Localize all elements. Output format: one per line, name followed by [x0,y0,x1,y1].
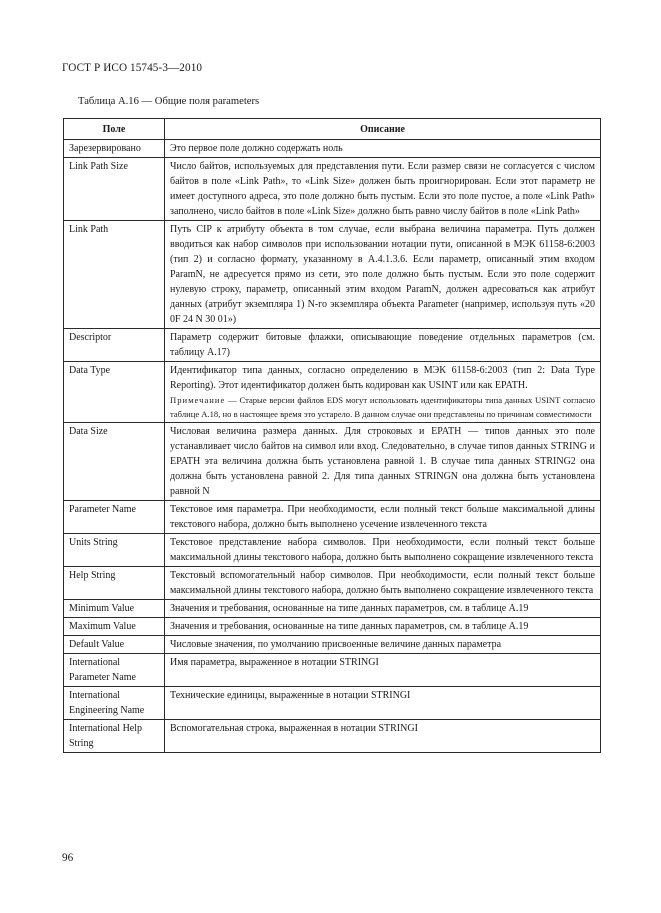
field-name: Data Type [64,362,165,423]
table-row [64,329,601,362]
note-text: — Старые версии файлов EDS могут использовать идентификаторы типа данных USINT согласно таблице A.18, но в настоящее время это устарело. В данном случае они представлены по причинам совместимости [170,395,595,419]
field-description: Это первое поле должно содержать ноль [165,140,601,158]
standard-header: ГОСТ Р ИСО 15745-3—2010 [62,62,203,74]
field-name: Maximum Value [64,618,165,636]
table-row [64,140,601,158]
field-description: Числовые значения, по умолчанию присвоенные величине данных параметра [165,636,601,654]
table-row [64,501,601,534]
page-number: 96 [62,852,74,864]
table-header-row [64,119,601,140]
column-header-field: Поле [64,119,165,140]
field-description: Текстовое имя параметра. При необходимости, если полный текст больше максимальной длины текстового набора, должно быть выполнено усечение извлеченного текста [165,501,601,534]
parameters-fields-table [63,118,601,753]
table-row [64,567,601,600]
field-name: Link Path Size [64,158,165,221]
table-row [64,720,601,753]
field-description: Имя параметра, выраженное в нотации STRINGI [165,654,601,687]
field-description: Число байтов, используемых для представления пути. Если размер связи не согласуется с числом байтов в поле «Link Path», то «Link Size» должен быть проигнорирован. Если этот параметр не имеет доступного адреса, это поле должно быть пустым. Если это поле пустое, а поле «Link Path» заполнено, число байтов в поле «Link Size» должно быть равно числу байтов в поле «Link Path» [165,158,601,221]
field-description: Вспомогательная строка, выраженная в нотации STRINGI [165,720,601,753]
field-name: Minimum Value [64,600,165,618]
field-name: International Parameter Name [64,654,165,687]
field-name: Units String [64,534,165,567]
table-row [64,654,601,687]
table-row [64,423,601,501]
table-note [170,393,595,421]
field-description: Технические единицы, выраженные в нотации STRINGI [165,687,601,720]
field-name: Help String [64,567,165,600]
table-row [64,158,601,221]
table-row [64,534,601,567]
field-name: Default Value [64,636,165,654]
field-description: Идентификатор типа данных, согласно определению в МЭК 61158-6:2003 (тип 2: Data Type Reporting). Этот идентификатор должен быть кодирован как USINT или как EPATH. [170,365,595,391]
field-name: Descriptor [64,329,165,362]
field-description: Значения и требования, основанные на типе данных параметров, см. в таблице A.19 [165,600,601,618]
table-row [64,636,601,654]
field-description: Параметр содержит битовые флажки, описывающие поведение отдельных параметров (см. таблицу A.17) [165,329,601,362]
field-name: Link Path [64,221,165,329]
field-name: International Help String [64,720,165,753]
table-caption: Таблица A.16 — Общие поля parameters [78,96,260,107]
column-header-description: Описание [165,119,601,140]
note-label: Примечание [170,395,226,405]
field-name: International Engineering Name [64,687,165,720]
table-row [64,600,601,618]
field-description-cell [165,362,601,423]
table-row [64,618,601,636]
field-name: Parameter Name [64,501,165,534]
field-name: Зарезервировано [64,140,165,158]
field-description: Значения и требования, основанные на типе данных параметров, см. в таблице A.19 [165,618,601,636]
table-row [64,362,601,423]
table-row [64,221,601,329]
field-description: Путь CIP к атрибуту объекта в том случае, если выбрана величина параметра. Путь должен вводиться как набор символов при использовании нотации пути, описанной в МЭК 61158-6:2003 (тип 2) и согласно формату, указанному в A.4.1.3.6. Если параметр, описанный этим входом ParamN, не адресуется прямо из сети, это поле должно быть пустым. Если это поле содержит нулевую строку, параметр, описанный этим входом ParamN, должен адресоваться как атрибут данных (атрибут экземпляра 1) N-го экземпляра объекта Parameter (например, используя путь «20 0F 24 N 30 01») [165,221,601,329]
field-description: Текстовый вспомогательный набор символов. При необходимости, если полный текст больше максимальной длины текстового набора, должно быть выполнено сокращение извлеченного текста [165,567,601,600]
field-name: Data Size [64,423,165,501]
field-description: Числовая величина размера данных. Для строковых и EPATH — типов данных это поле устанавливает число байтов на символ или вход. Следовательно, в случае типов данных STRING и EPATH эта величина должна быть установлена равной 1. В случае типа данных STRING2 она должна быть установлена равной 2. Для типа данных STRINGN она должна быть установлена равной N [165,423,601,501]
field-description: Текстовое представление набора символов. При необходимости, если полный текст больше максимальной длины текстового набора, должно быть выполнено сокращение извлеченного текста [165,534,601,567]
table-row [64,687,601,720]
